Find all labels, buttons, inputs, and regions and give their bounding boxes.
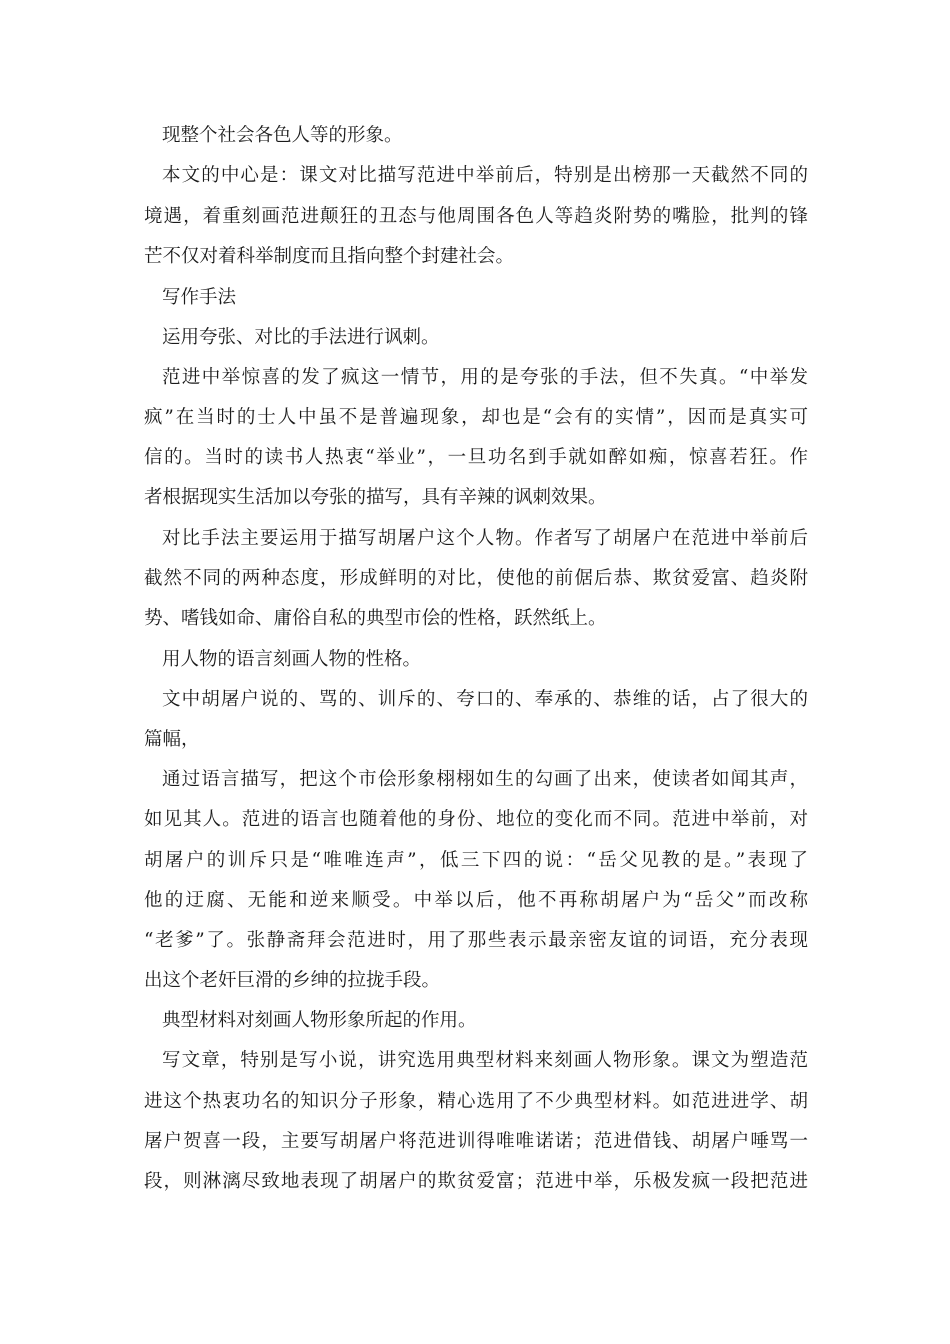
paragraph-first-line: 写文章，特别是写小说，讲究选用典型材料来刻画人物形象。课文为塑造范 [162, 1050, 808, 1071]
text-line: 截然不同的两种态度，形成鲜明的对比，使他的前倨后恭、欺贫爱富、趋炎附 [144, 568, 808, 589]
section-heading: 典型材料对刻画人物形象所起的作用。 [162, 1010, 477, 1031]
text-line: “老爹”了。张静斋拜会范进时，用了那些表示最亲密友谊的词语，充分表现 [144, 930, 808, 951]
text-line: 疯”在当时的士人中虽不是普遍现象，却也是“会有的实情”，因而是真实可 [144, 407, 808, 428]
paragraph-first-line: 通过语言描写，把这个市侩形象栩栩如生的勾画了出来，使读者如闻其声， [162, 769, 808, 790]
text-line: 篇幅， [144, 729, 200, 750]
text-line: 境遇，着重刻画范进颠狂的丑态与他周围各色人等趋炎附势的嘴脸，批判的锋 [144, 206, 808, 227]
text-line: 段，则淋漓尽致地表现了胡屠户的欺贫爱富；范进中举，乐极发疯一段把范进 [144, 1171, 808, 1192]
text-line: 势、嗜钱如命、庸俗自私的典型市侩的性格，跃然纸上。 [144, 608, 607, 629]
paragraph-first-line: 本文的中心是：课文对比描写范进中举前后，特别是出榜那一天截然不同的 [162, 165, 808, 186]
section-heading: 写作手法 [162, 287, 237, 308]
text-line: 芒不仅对着科举制度而且指向整个封建社会。 [144, 246, 515, 267]
paragraph-first-line: 对比手法主要运用于描写胡屠户这个人物。作者写了胡屠户在范进中举前后 [162, 528, 808, 549]
text-line: 他的迂腐、无能和逆来顺受。中举以后，他不再称胡屠户为“岳父”而改称 [144, 890, 808, 911]
text-line: 进这个热衷功名的知识分子形象，精心选用了不少典型材料。如范进进学、胡 [144, 1091, 808, 1112]
text-line: 信的。当时的读书人热衷“举业”，一旦功名到手就如醉如痴，惊喜若狂。作 [144, 447, 808, 468]
text-line: 出这个老奸巨滑的乡绅的拉拢手段。 [144, 970, 441, 991]
text-line: 运用夸张、对比的手法进行讽刺。 [162, 327, 440, 348]
text-line: 胡屠户的训斥只是“唯唯连声”，低三下四的说：“岳父见教的是。”表现了 [144, 850, 808, 871]
text-line: 如见其人。范进的语言也随着他的身份、地位的变化而不同。范进中举前，对 [144, 809, 808, 830]
paragraph-first-line: 范进中举惊喜的发了疯这一情节，用的是夸张的手法，但不失真。“中举发 [162, 367, 808, 388]
section-heading: 用人物的语言刻画人物的性格。 [162, 649, 422, 670]
text-line: 者根据现实生活加以夸张的描写，具有辛辣的讽刺效果。 [144, 487, 607, 508]
paragraph-first-line: 文中胡屠户说的、骂的、训斥的、夸口的、奉承的、恭维的话，占了很大的 [162, 689, 808, 710]
text-line: 屠户贺喜一段，主要写胡屠户将范进训得唯唯诺诺；范进借钱、胡屠户唾骂一 [144, 1131, 808, 1152]
text-line: 现整个社会各色人等的形象。 [162, 125, 403, 146]
